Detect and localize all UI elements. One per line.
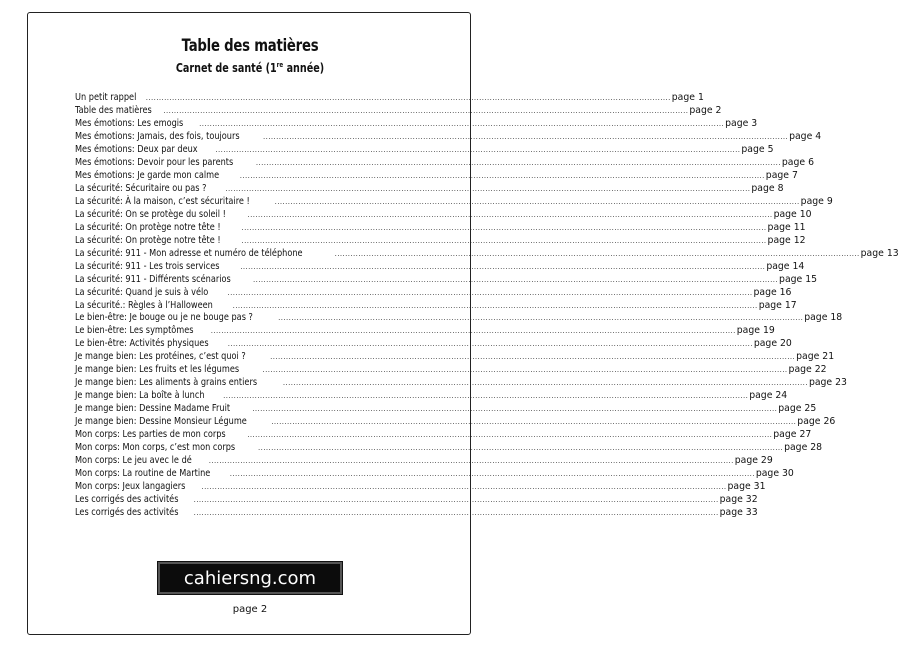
- toc-leader-dots: ........................................................................................................................................................................................................: [239, 171, 765, 180]
- subtitle-text-end: année): [283, 61, 325, 75]
- toc-entry-page: page 14: [766, 260, 805, 272]
- toc-entry-title: Je mange bien: La boîte à lunch: [75, 390, 205, 402]
- toc-entry-page: page 20: [753, 338, 792, 350]
- page-subtitle: [50, 61, 450, 75]
- toc-entry[interactable]: [75, 494, 758, 507]
- toc-entry-page: page 30: [755, 468, 794, 480]
- toc-entry[interactable]: [75, 156, 814, 170]
- toc-entry-page: page 16: [753, 286, 792, 298]
- toc-entry-page: page 15: [779, 273, 818, 285]
- toc-entry-title: Le bien-être: Les symptômes: [75, 325, 194, 337]
- toc-entry[interactable]: [75, 195, 833, 209]
- toc-entry-title: Le bien-être: Activités physiques: [75, 338, 209, 350]
- toc-leader-dots: ........................................................................................................................................................................................................: [274, 197, 800, 206]
- toc-entry-page: page 31: [727, 481, 766, 493]
- toc-entry-title: Je mange bien: Dessine Monsieur Légume: [75, 416, 247, 428]
- toc-entry-title: Un petit rappel: [75, 92, 137, 103]
- table-of-contents: [75, 92, 899, 520]
- toc-leader-dots: ........................................................................................................................................................................................................: [232, 301, 758, 310]
- toc-entry-page: page 24: [749, 390, 788, 402]
- toc-entry-page: page 33: [719, 507, 758, 518]
- toc-entry-page: page 17: [758, 299, 797, 311]
- toc-entry-title: La sécurité: Quand je suis à vélo: [75, 286, 209, 298]
- website-logo[interactable]: cahiersng.com: [158, 562, 342, 594]
- toc-entry-page: page 2: [689, 104, 722, 116]
- toc-entry[interactable]: [75, 260, 805, 274]
- toc-leader-dots: ........................................................................................................................................................................................................: [334, 249, 860, 258]
- toc-leader-dots: ........................................................................................................................................................................................................: [247, 210, 773, 219]
- page-number: page 2: [232, 604, 268, 615]
- toc-entry[interactable]: [75, 481, 766, 494]
- toc-entry-page: page 29: [734, 455, 773, 467]
- toc-leader-dots: ........................................................................................................................................................................................................: [145, 94, 671, 102]
- toc-entry-title: Je mange bien: Les protéines, c’est quoi ?: [75, 351, 246, 363]
- toc-entry-title: Les corrigés des activités: [75, 494, 179, 506]
- toc-entry-title: La sécurité: On se protège du soleil !: [75, 208, 226, 220]
- toc-entry-page: page 26: [797, 416, 836, 428]
- toc-entry-title: Mon corps: Le jeu avec le dé: [75, 455, 192, 467]
- toc-entry[interactable]: [75, 429, 812, 442]
- toc-entry-page: page 25: [778, 403, 817, 415]
- toc-entry[interactable]: [75, 390, 788, 403]
- toc-entry[interactable]: [75, 377, 847, 390]
- toc-entry-page: page 10: [773, 208, 812, 220]
- toc-entry-page: page 1: [671, 92, 704, 103]
- toc-entry[interactable]: [75, 92, 704, 105]
- toc-entry[interactable]: [75, 130, 822, 144]
- toc-entry-title: Je mange bien: Les aliments à grains entiers: [75, 377, 258, 389]
- toc-entry-title: La sécurité: 911 - Les trois services: [75, 260, 220, 272]
- toc-entry-title: La sécurité: 911 - Différents scénarios: [75, 273, 231, 285]
- toc-leader-dots: ........................................................................................................................................................................................................: [193, 496, 719, 505]
- toc-leader-dots: ........................................................................................................................................................................................................: [208, 457, 734, 466]
- toc-entry-title: Mon corps: La routine de Martine: [75, 468, 211, 480]
- toc-entry[interactable]: [75, 312, 843, 325]
- toc-leader-dots: ........................................................................................................................................................................................................: [241, 236, 767, 245]
- toc-leader-dots: ........................................................................................................................................................................................................: [193, 509, 719, 517]
- toc-leader-dots: ........................................................................................................................................................................................................: [240, 262, 766, 271]
- toc-entry-page: page 7: [765, 169, 798, 181]
- toc-entry[interactable]: [75, 104, 722, 118]
- toc-entry[interactable]: [75, 286, 792, 300]
- toc-leader-dots: ........................................................................................................................................................................................................: [201, 483, 727, 492]
- toc-entry-title: Mon corps: Mon corps, c’est mon corps: [75, 442, 236, 454]
- toc-entry-page: page 6: [781, 156, 814, 168]
- toc-entry-title: Je mange bien: Dessine Madame Fruit: [75, 403, 231, 415]
- toc-entry-title: La sécurité: On protège notre tête !: [75, 221, 221, 233]
- toc-entry-page: page 3: [725, 117, 758, 129]
- toc-entry-page: page 18: [804, 312, 843, 324]
- toc-entry[interactable]: [75, 299, 797, 313]
- toc-entry-title: Mon corps: Les parties de mon corps: [75, 429, 226, 441]
- toc-entry[interactable]: [75, 364, 827, 377]
- toc-leader-dots: ........................................................................................................................................................................................................: [227, 288, 753, 297]
- toc-entry-title: Les corrigés des activités: [75, 507, 179, 518]
- toc-entry[interactable]: [75, 169, 798, 183]
- toc-entry-title: Mes émotions: Deux par deux: [75, 143, 198, 155]
- page-title: Table des matières: [181, 36, 319, 56]
- toc-entry-page: page 8: [751, 182, 784, 194]
- toc-entry[interactable]: [75, 351, 835, 364]
- toc-entry-page: page 13: [860, 247, 899, 259]
- toc-entry-page: page 21: [796, 351, 835, 363]
- toc-entry-title: La sécurité.: Règles à l’Halloween: [75, 299, 213, 311]
- toc-entry[interactable]: [75, 416, 836, 429]
- toc-leader-dots: ........................................................................................................................................................................................................: [199, 119, 725, 128]
- toc-leader-dots: ........................................................................................................................................................................................................: [282, 379, 808, 388]
- toc-leader-dots: ........................................................................................................................................................................................................: [241, 223, 767, 232]
- toc-leader-dots: ........................................................................................................................................................................................................: [252, 405, 778, 414]
- toc-entry-page: page 5: [741, 143, 774, 155]
- toc-entry-title: Le bien-être: Je bouge ou je ne bouge pas ?: [75, 312, 253, 324]
- toc-entry[interactable]: [75, 182, 784, 196]
- toc-entry[interactable]: [75, 442, 823, 455]
- subtitle-text: Carnet de santé (1: [175, 61, 277, 75]
- toc-entry-title: La sécurité: On protège notre tête !: [75, 234, 221, 246]
- toc-entry-page: page 11: [767, 221, 806, 233]
- toc-entry[interactable]: [75, 338, 792, 351]
- toc-entry-page: page 22: [788, 364, 827, 376]
- toc-leader-dots: ........................................................................................................................................................................................................: [263, 132, 789, 141]
- toc-leader-dots: ........................................................................................................................................................................................................: [225, 184, 751, 193]
- toc-entry-page: page 12: [767, 234, 806, 246]
- toc-entry-page: page 4: [789, 130, 822, 142]
- toc-entry[interactable]: [75, 273, 818, 287]
- toc-entry[interactable]: [75, 221, 806, 235]
- toc-leader-dots: ........................................................................................................................................................................................................: [271, 418, 797, 427]
- toc-entry-page: page 32: [719, 494, 758, 506]
- toc-entry-page: page 27: [773, 429, 812, 441]
- toc-entry[interactable]: [75, 468, 794, 481]
- toc-entry[interactable]: [75, 234, 806, 248]
- toc-entry-title: La sécurité: Sécuritaire ou pas ?: [75, 182, 207, 194]
- toc-entry-title: Mes émotions: Devoir pour les parents: [75, 156, 234, 168]
- toc-entry-title: Mes émotions: Je garde mon calme: [75, 169, 220, 181]
- toc-entry-title: Mes émotions: Jamais, des fois, toujours: [75, 130, 240, 142]
- toc-leader-dots: ........................................................................................................................................................................................................: [270, 353, 796, 362]
- toc-leader-dots: ........................................................................................................................................................................................................: [163, 106, 689, 115]
- toc-entry[interactable]: [75, 403, 817, 416]
- toc-entry-title: Mon corps: Jeux langagiers: [75, 481, 186, 493]
- toc-leader-dots: ........................................................................................................................................................................................................: [223, 392, 749, 401]
- toc-entry[interactable]: [75, 208, 812, 222]
- toc-leader-dots: ........................................................................................................................................................................................................: [210, 327, 736, 336]
- toc-entry-title: Je mange bien: Les fruits et les légumes: [75, 364, 240, 376]
- toc-leader-dots: ........................................................................................................................................................................................................: [255, 158, 781, 167]
- toc-leader-dots: ........................................................................................................................................................................................................: [258, 444, 784, 453]
- toc-leader-dots: ........................................................................................................................................................................................................: [278, 314, 804, 323]
- toc-entry-page: page 28: [784, 442, 823, 454]
- toc-entry[interactable]: [75, 325, 775, 338]
- toc-leader-dots: ........................................................................................................................................................................................................: [229, 470, 755, 479]
- toc-entry-page: page 9: [800, 195, 833, 207]
- toc-entry-page: page 19: [736, 325, 775, 337]
- toc-entry-title: Table des matières: [75, 104, 152, 116]
- toc-leader-dots: ........................................................................................................................................................................................................: [253, 275, 779, 284]
- subtitle-superscript: re: [276, 61, 284, 69]
- toc-entry-title: La sécurité: À la maison, c’est sécuritaire !: [75, 195, 250, 207]
- toc-entry[interactable]: [75, 117, 758, 131]
- toc-entry[interactable]: [75, 507, 758, 520]
- toc-leader-dots: ........................................................................................................................................................................................................: [247, 431, 773, 440]
- toc-leader-dots: ........................................................................................................................................................................................................: [215, 145, 741, 154]
- toc-entry[interactable]: [75, 247, 899, 261]
- toc-entry-page: page 23: [808, 377, 847, 389]
- toc-entry-title: La sécurité: 911 - Mon adresse et numéro de téléphone: [75, 247, 303, 259]
- toc-leader-dots: ........................................................................................................................................................................................................: [227, 340, 753, 349]
- toc-entry[interactable]: [75, 143, 774, 157]
- toc-leader-dots: ........................................................................................................................................................................................................: [262, 366, 788, 375]
- toc-entry[interactable]: [75, 455, 773, 468]
- toc-entry-title: Mes émotions: Les emogis: [75, 117, 184, 129]
